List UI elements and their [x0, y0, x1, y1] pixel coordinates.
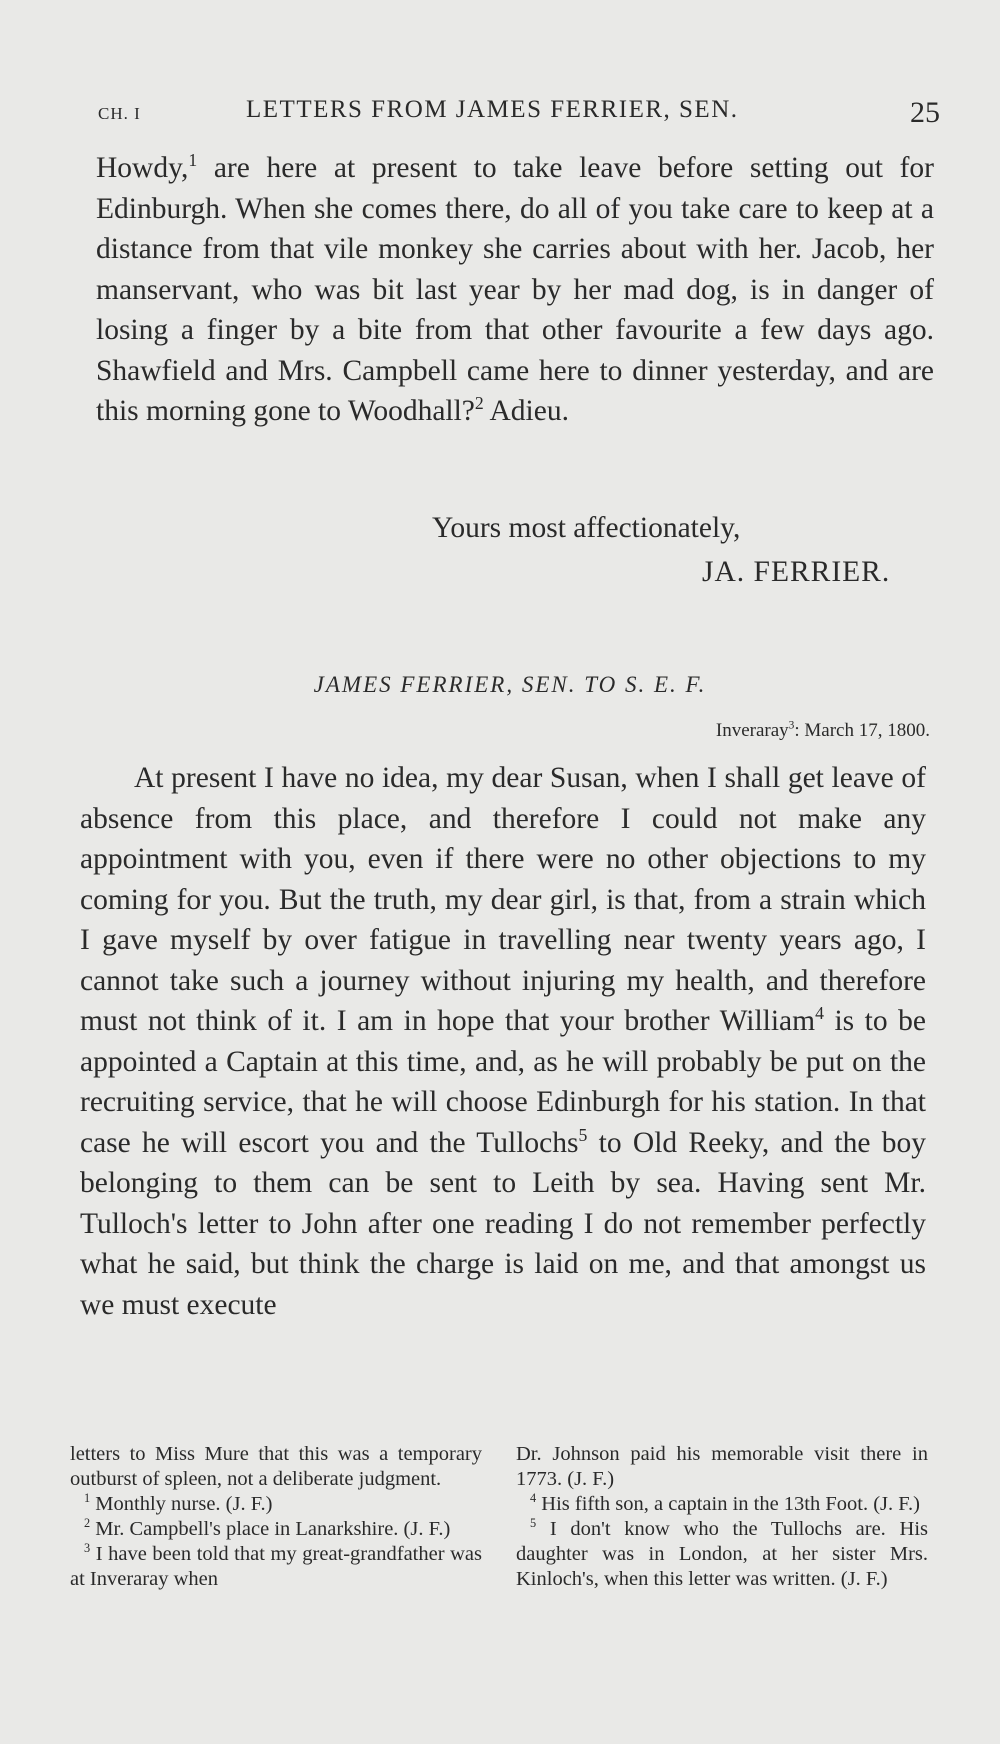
running-head	[98, 96, 940, 136]
footnote-continuation-left: letters to Miss Mure that this was a temporary outburst of spleen, not a deliberate judgment.	[70, 1443, 482, 1490]
letter-1-closing: Yours most affectionately,	[432, 512, 741, 544]
letter-1-text-c: Adieu.	[483, 395, 569, 427]
footnote-4	[516, 1492, 928, 1517]
footnote-2	[70, 1517, 482, 1542]
footnote-ref-5: 5	[578, 1124, 588, 1145]
footnote-ref-3: 3	[788, 719, 795, 732]
letter-2-heading: JAMES FERRIER, SEN. TO S. E. F.	[313, 672, 707, 697]
footnote-2-text: Mr. Campbell's place in Lanarkshire. (J. F.)	[90, 1518, 451, 1540]
footnotes-left-column	[70, 1442, 482, 1592]
letter-2-text-3: to Old Reeky, and the boy belonging to them can be sent to Leith by sea. Having sent Mr. Tulloch's letter to John after one reading I do not remember perfectly what he said, but think the charge is laid on me, and that amongst us we must execute	[80, 1126, 926, 1321]
footnotes-right-column	[516, 1442, 928, 1592]
footnote-4-text: His fifth son, a captain in the 13th Foot. (J. F.)	[536, 1493, 920, 1515]
letter-2-text-1: At present I have no idea, my dear Susan, when I shall get leave of absence from this place, and therefore I could not make any appointment with you, even if there were no other objections to my coming for you. But the truth, my dear girl, is that, from a strain which I gave myself by over fatigue in travelling near twenty years ago, I cannot take such a journey without injuring my health, and therefore must not think of it. I am in hope that your brother William	[80, 762, 926, 1037]
footnote-1	[70, 1492, 482, 1517]
footnote-4-mark: 4	[530, 1491, 537, 1506]
footnote-continuation-right: Dr. Johnson paid his memorable visit there in 1773. (J. F.)	[516, 1443, 928, 1490]
chapter-label: CH. I	[98, 104, 141, 123]
letter-2-date: : March 17, 1800.	[794, 720, 930, 741]
letter-1-signature: JA. FERRIER.	[702, 556, 891, 588]
footnote-2-mark: 2	[84, 1516, 91, 1531]
footnote-ref-1: 1	[188, 150, 198, 171]
page-number: 25	[910, 96, 940, 129]
footnote-3-text: I have been told that my great-grandfather was at Inveraray when	[70, 1543, 482, 1590]
footnote-1-text: Monthly nurse. (J. F.)	[90, 1493, 273, 1515]
footnote-3-mark: 3	[84, 1541, 91, 1556]
footnote-3	[70, 1542, 482, 1592]
footnote-ref-4: 4	[815, 1003, 824, 1024]
footnote-1-mark: 1	[84, 1491, 91, 1506]
letter-2-place: Inveraray	[715, 720, 789, 741]
letter-1-text-b: are here at present to take leave before setting out for Edinburgh. When she comes there, do all of you take care to keep at a distance from that vile monkey she carries about with her. Jacob, her manservant, who was bit last year by her mad dog, is in danger of losing a finger by a bite from that other favourite a few days ago. Shawfield and Mrs. Campbell came here to dinner yesterday, and are this morning gone to Woodhall?	[96, 152, 934, 427]
footnote-ref-2: 2	[474, 393, 484, 414]
footnote-5	[516, 1517, 928, 1592]
footnote-5-mark: 5	[530, 1516, 537, 1531]
letter-2-text-2: is to be appointed a Captain at this time, and, as he will probably be put on the recruiting service, that he will choose Edinburgh for his station. In that case he will escort you and the Tullochs	[80, 1005, 927, 1159]
letter-1-text-a: Howdy,	[96, 152, 189, 184]
letter-2-body	[80, 758, 926, 1325]
letter-1-body	[96, 148, 934, 432]
footnote-5-text: I don't know who the Tullochs are. His daughter was in London, at her sister Mrs. Kinloch's, when this letter was written. (J. F.)	[516, 1518, 928, 1590]
running-title: LETTERS FROM JAMES FERRIER, SEN.	[246, 96, 739, 123]
letter-2-dateline	[716, 720, 930, 742]
